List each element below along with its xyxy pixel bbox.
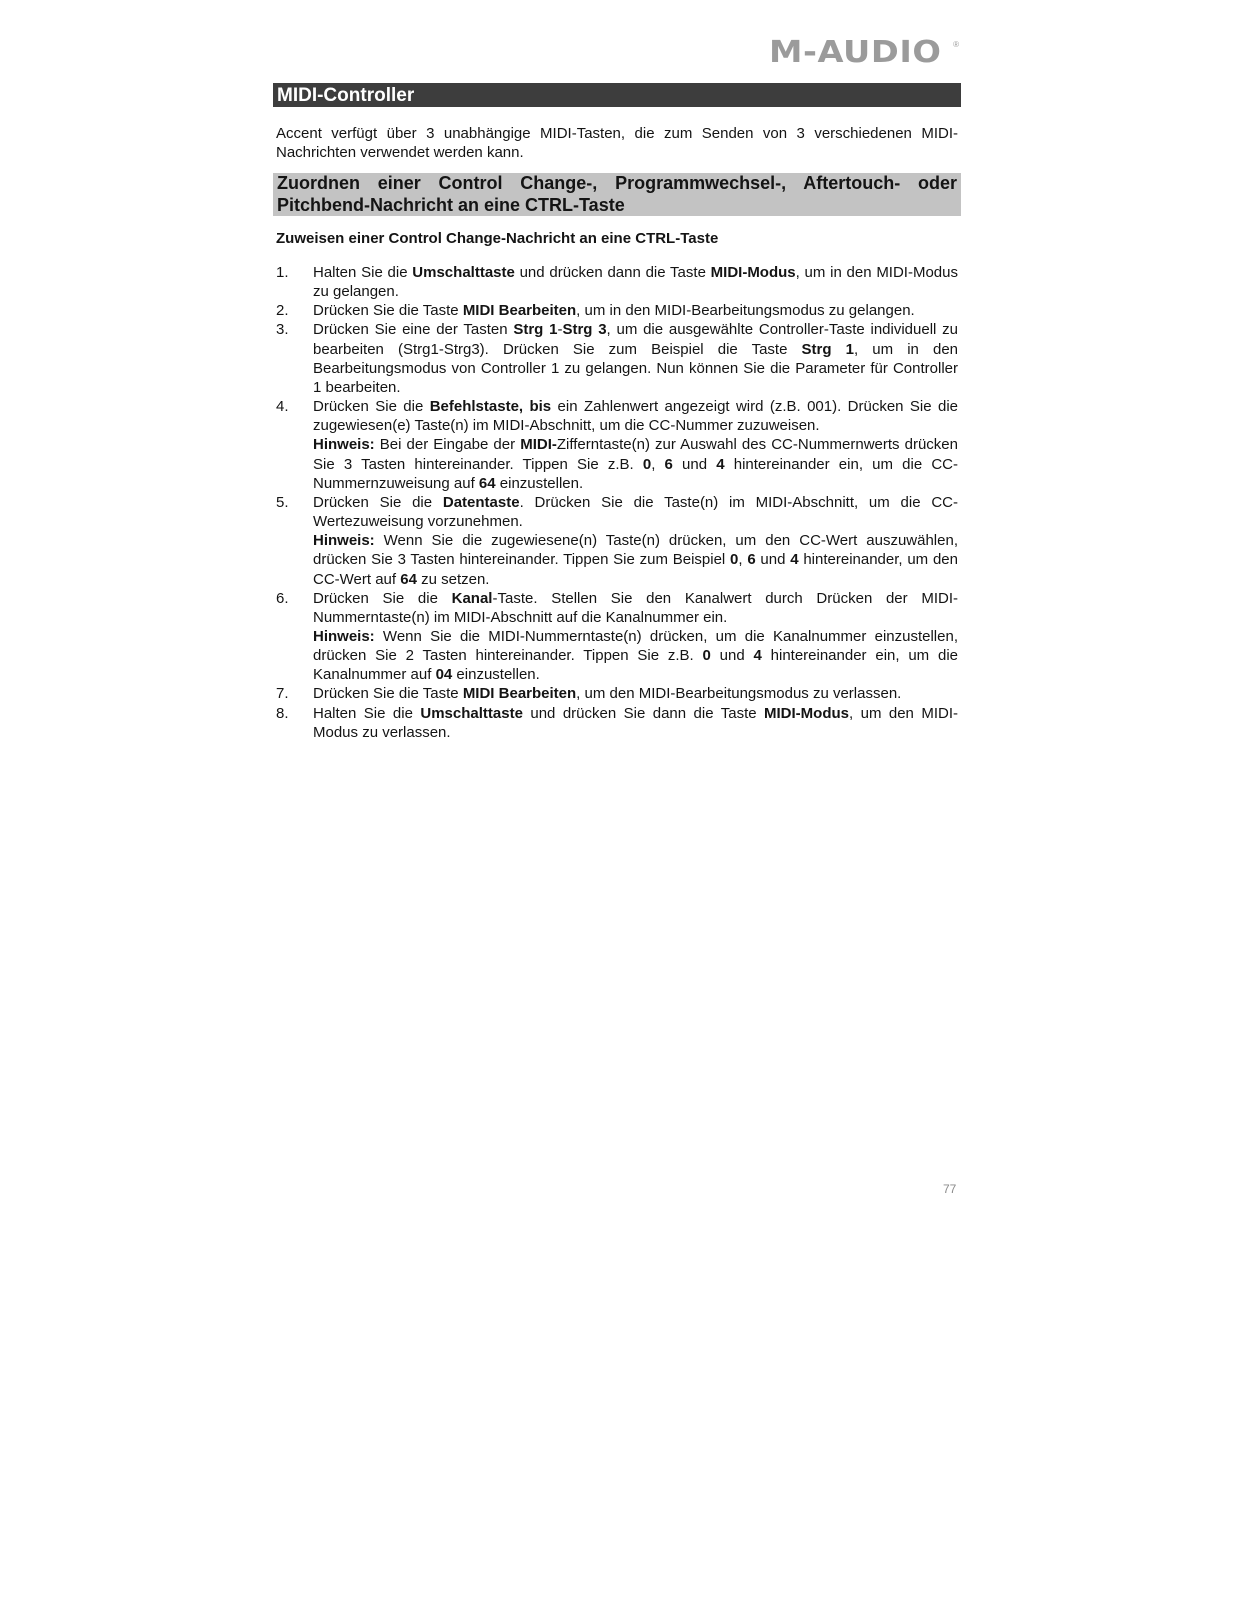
step-number: 2. [276, 302, 289, 320]
subsection-title-line2: Pitchbend-Nachricht an eine CTRL-Taste [277, 194, 625, 215]
step-text: Drücken Sie die Taste MIDI Bearbeiten, um in den MIDI-Bearbeitungsmodus zu gelangen. [313, 302, 915, 320]
intro-paragraph: Accent verfügt über 3 unabhängige MIDI-Tasten, die zum Senden von 3 verschiedenen MIDI-Nachrichten verwendet werden kann. [276, 125, 958, 162]
step-2 [276, 301, 958, 320]
page-number: 77 [943, 1182, 957, 1196]
step-4 [276, 397, 958, 493]
registered-mark: ® [953, 40, 959, 49]
note-label: Hinweis: [313, 627, 375, 645]
step-text: Halten Sie die Umschalttaste und drücken dann die Taste MIDI-Modus, um in den MIDI-Modus zu gelangen. [313, 264, 958, 301]
step-text: Drücken Sie die Befehlstaste, bis ein Zahlenwert angezeigt wird (z.B. 001). Drücken Sie die zugewiesen(e) Taste(n) im MIDI-Abschnitt, um die CC-Nummer zuzuweisen. [313, 398, 958, 435]
step-8 [276, 704, 958, 742]
step-text: Drücken Sie die Datentaste. Drücken Sie die Taste(n) im MIDI-Abschnitt, um die CC-Wertezuweisung vorzunehmen. [313, 493, 958, 531]
step-number: 8. [276, 704, 289, 722]
note-label: Hinweis: [313, 532, 375, 550]
step-6 [276, 589, 958, 685]
step-number: 3. [276, 321, 289, 339]
procedure-title: Zuweisen einer Control Change-Nachricht an eine CTRL-Taste [276, 230, 719, 247]
step-5 [276, 493, 958, 589]
note-label: Hinweis: [313, 436, 375, 454]
step-number: 7. [276, 685, 289, 703]
step-text: Drücken Sie eine der Tasten Strg 1-Strg 3, um die ausgewählte Controller-Taste individuell zu bearbeiten (Strg1-Strg3). Drücken Sie zum Beispiel die Taste Strg 1, um in den Bearbeitungsmodus von Controller 1 zu gelangen. Nun können Sie die Parameter für Controller 1 bearbeiten. [313, 321, 959, 396]
step-3 [276, 320, 958, 397]
step-number: 4. [276, 398, 289, 416]
m-audio-logo [769, 35, 959, 70]
subsection-title [273, 173, 961, 216]
step-note: Hinweis: Wenn Sie die MIDI-Nummerntaste(n) drücken, um die Kanalnummer einzustellen, drücken Sie 2 Tasten hintereinander. Tippen Sie z.B. 0 und 4 hintereinander ein, um die Kanalnummer auf 04 einzustellen. [313, 627, 958, 684]
step-note: Hinweis: Bei der Eingabe der MIDI-Zifferntaste(n) zur Auswahl des CC-Nummernwerts drücken Sie 3 Tasten hintereinander. Tippen Sie z.B. 0, 6 und 4 hintereinander ein, um die CC-Nummernzuweisung auf 64 einzustellen. [313, 436, 958, 492]
step-text: Drücken Sie die Taste MIDI Bearbeiten, um den MIDI-Bearbeitungsmodus zu verlassen. [313, 685, 902, 703]
step-number: 6. [276, 589, 289, 607]
step-number: 1. [276, 264, 289, 281]
logo-text: M-AUDIO [769, 35, 942, 70]
subsection-title-line1: Zuordnen einer Control Change-, Programmwechsel-, Aftertouch- oder [277, 173, 957, 193]
step-note: Hinweis: Wenn Sie die zugewiesene(n) Taste(n) drücken, um den CC-Wert auszuwählen, drücken Sie 3 Tasten hintereinander. Tippen Sie zum Beispiel 0, 6 und 4 hintereinander, um den CC-Wert auf 64 zu setzen. [313, 532, 958, 588]
step-number: 5. [276, 493, 289, 511]
section-title: MIDI-Controller [273, 83, 961, 107]
step-text: Drücken Sie die Kanal-Taste. Stellen Sie den Kanalwert durch Drücken der MIDI-Nummerntaste(n) im MIDI-Abschnitt auf die Kanalnummer ein. [313, 589, 958, 626]
step-text: Halten Sie die Umschalttaste und drücken Sie dann die Taste MIDI-Modus, um den MIDI-Modus zu verlassen. [313, 704, 958, 741]
steps-list [276, 263, 958, 742]
step-7 [276, 684, 958, 703]
step-1 [276, 263, 958, 301]
